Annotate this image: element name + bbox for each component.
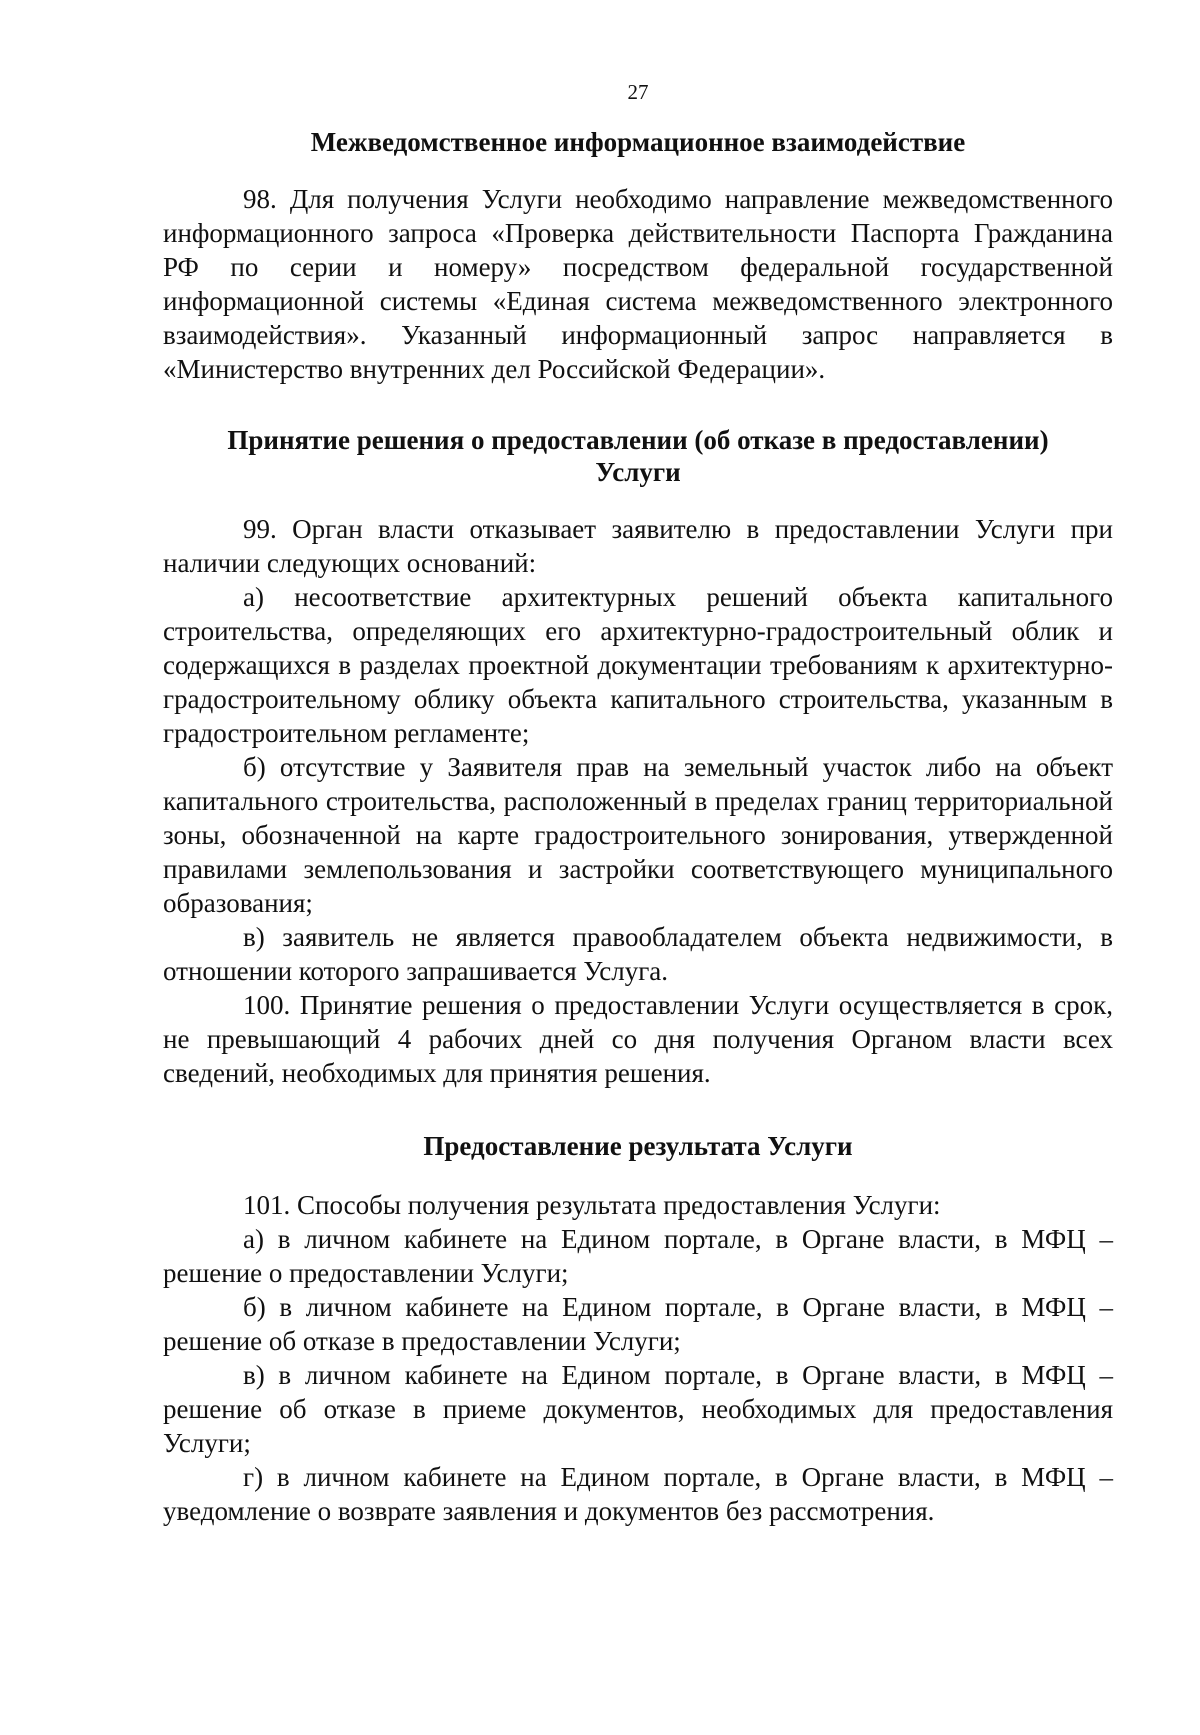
paragraph-98: 98. Для получения Услуги необходимо направление межведомственного информационного запроса «Проверка действительности Паспорта Гражданина РФ по серии и номеру» посредством федеральной государственной информационной системы «Единая система межведомственного электронного взаимодействия». Указанный информационный запрос направляется в «Министерство внутренних дел Российской Федерации». — [163, 184, 1113, 384]
paragraph-99-a: а) несоответствие архитектурных решений объекта капитального строительства, определяющих его архитектурно-градостроительный облик и содержащихся в разделах проектной документации требованиям к архитектурно-градостроительному облику объекта капитального строительства, указанным в градостроительном регламенте; — [163, 582, 1113, 748]
paragraph-99: 99. Орган власти отказывает заявителю в предоставлении Услуги при наличии следующих оснований: — [163, 514, 1113, 578]
section-title-decision-line1: Принятие решения о предоставлении (об отказе в предоставлении) — [227, 425, 1049, 455]
paragraph-101-d: г) в личном кабинете на Едином портале, в Органе власти, в МФЦ – уведомление о возврате заявления и документов без рассмотрения. — [163, 1462, 1113, 1526]
section-title-decision-line2: Услуги — [595, 457, 681, 487]
paragraph-101-c: в) в личном кабинете на Едином портале, в Органе власти, в МФЦ – решение об отказе в приеме документов, необходимых для предоставления Услуги; — [163, 1360, 1113, 1458]
page-number: 27 — [627, 80, 649, 104]
paragraph-101-a: а) в личном кабинете на Едином портале, в Органе власти, в МФЦ – решение о предоставлении Услуги; — [163, 1224, 1113, 1288]
paragraph-99-c: в) заявитель не является правообладателем объекта недвижимости, в отношении которого запрашивается Услуга. — [163, 922, 1113, 986]
section-title-result: Предоставление результата Услуги — [423, 1131, 853, 1161]
paragraph-101: 101. Способы получения результата предоставления Услуги: — [243, 1190, 941, 1220]
paragraph-100: 100. Принятие решения о предоставлении Услуги осуществляется в срок, не превышающий 4 рабочих дней со дня получения Органом власти всех сведений, необходимых для принятия решения. — [163, 990, 1113, 1088]
section-title-decision — [163, 424, 1113, 488]
document-page — [163, 80, 1113, 1528]
section-title-interagency: Межведомственное информационное взаимодействие — [310, 127, 966, 157]
paragraph-101-b: б) в личном кабинете на Едином портале, в Органе власти, в МФЦ – решение об отказе в предоставлении Услуги; — [163, 1292, 1113, 1356]
paragraph-99-b: б) отсутствие у Заявителя прав на земельный участок либо на объект капитального строительства, расположенный в пределах границ территориальной зоны, обозначенной на карте градостроительного зонирования, утвержденной правилами землепользования и застройки соответствующего муниципального образования; — [163, 752, 1113, 918]
